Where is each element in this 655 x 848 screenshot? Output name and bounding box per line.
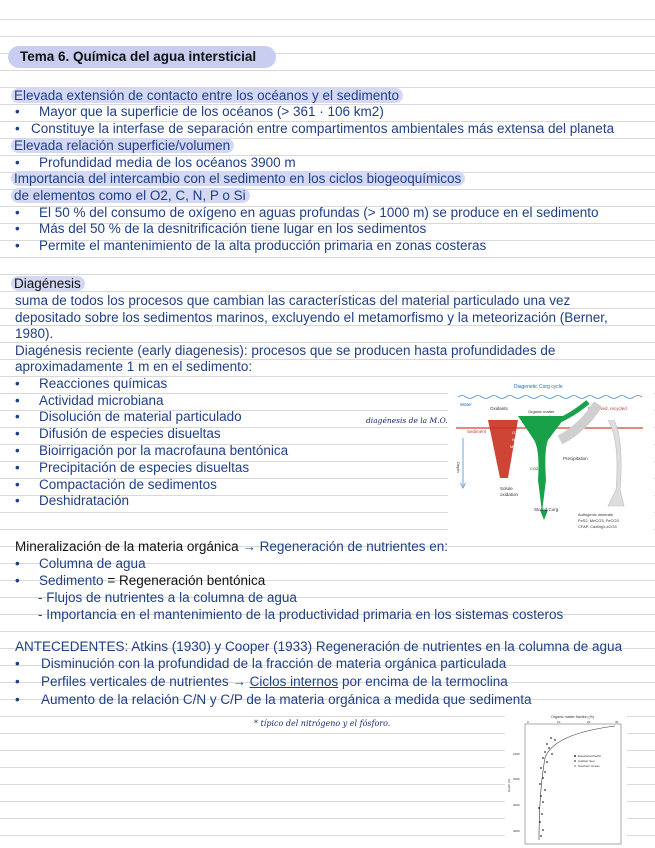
o2-label: O2: [512, 430, 518, 435]
list-item: • Actividad microbiana: [15, 393, 164, 408]
legend-marker: [574, 755, 576, 757]
list-item: • Aumento de la relación C/N y C/P de la materia orgánica a medida que sedimenta: [15, 692, 532, 707]
stored-label: Stored Corg: [534, 507, 559, 512]
precipitation-label: Precipitation: [563, 456, 588, 461]
water-label: Water: [460, 402, 472, 407]
x-tick: 10: [557, 720, 561, 724]
authigenic-label: Authigenic minerals: [578, 512, 613, 517]
y-tick: 4000: [513, 829, 520, 833]
authigenic-label-2: FeS2, MnCO3, FeCO3: [578, 518, 619, 523]
heading-diagenesis: Diagénesis: [15, 276, 85, 292]
definition-line: depositado sobre los sedimentos marinos, excluyendo el metamorfismo y la meteorización (Berner,: [15, 310, 608, 325]
legend-marker: [574, 765, 576, 767]
dissolved-label: Dissolved, recycled: [588, 406, 627, 411]
antecedentes-heading: ANTECEDENTES: Atkins (1930) y Cooper (1933) Regeneración de nutrientes en la columna de agua: [15, 639, 623, 654]
list-item: • Compactación de sedimentos: [15, 477, 217, 492]
heading-ratio: Elevada relación superficie/volumen: [15, 138, 234, 154]
x-tick: 30: [615, 720, 619, 724]
list-item: • Deshidratación: [15, 493, 130, 508]
figure-title: Organic matter fraction (%): [551, 715, 595, 719]
om-depth-figure: [505, 712, 627, 846]
list-item: • Precipitación de especies disueltas: [15, 460, 250, 475]
list-item: • Bioirrigación por la macrofauna bentónica: [15, 443, 289, 458]
list-item: • Sedimento = Regeneración bentónica: [15, 573, 266, 588]
early-diagenesis-line: aproximadamente 1 m en el sedimento:: [15, 359, 253, 374]
so4-label: SO4: [516, 458, 525, 463]
fe-label: Fe-Ox: [512, 451, 524, 456]
legend-entry: Arabian Sea: [578, 759, 595, 763]
y-tick: 3000: [513, 803, 520, 807]
solute-label: Solute: [500, 486, 513, 491]
list-item: • Disolución de material particulado: [15, 409, 242, 424]
bullet-item: • Permite el mantenimiento de la alta producción primaria en zonas costeras: [15, 238, 487, 253]
cycle-title: Diagenetic Corg cycle: [514, 384, 563, 390]
solute-label-2: oxidation: [500, 492, 519, 497]
mineralization-line: Mineralización de la materia orgánica → Regeneración de nutrientes en:: [15, 539, 449, 554]
heading-contact: Elevada extensión de contacto entre los océanos y el sedimento: [15, 88, 403, 104]
legend-entry: Equatorial Pacific: [578, 754, 602, 758]
bullet-item: • Profundidad media de los océanos 3900 m: [15, 155, 296, 170]
authigenic-label-3: CFAP, CaxMg1-xCO3: [578, 524, 617, 529]
bullet-item: • Constituye la interfase de separación entre compartimentos ambientales más extensa del planeta: [15, 121, 615, 136]
bullet-item: • El 50 % del consumo de oxígeno en aguas profundas (> 1000 m) se produce en el sedimento: [15, 205, 599, 220]
handwritten-note-nutrients: * típico del nitrógeno y el fósforo.: [254, 719, 391, 728]
no3-label: NO3: [512, 437, 521, 442]
heading-exchange-2: de elementos como el O2, C, N, P o Si: [15, 188, 250, 204]
bullet-item: • Más del 50 % de la desnitrificación tiene lugar en los sedimentos: [15, 221, 427, 236]
oxidants-label: Oxidants: [490, 406, 508, 411]
om-label: Organic matter: [528, 409, 555, 414]
sediment-label: Sediment: [467, 429, 487, 434]
y-tick: 2000: [513, 777, 520, 781]
list-item: • Columna de agua: [15, 556, 146, 571]
y-axis-label: Depth (m): [507, 778, 511, 792]
heading-exchange: Importancia del intercambio con el sedimento en los ciclos biogeoquímicos: [15, 171, 465, 187]
diagenetic-cycle-figure: [448, 380, 654, 530]
legend-entry: Southern Ocean: [578, 764, 600, 768]
list-item: • Reacciones químicas: [15, 376, 168, 391]
bullet-item: • Mayor que la superficie de los océanos (> 361 · 106 km2): [15, 104, 384, 119]
mn-label: MnO2: [510, 444, 521, 449]
figure-background: [505, 712, 627, 846]
list-item: • Disminución con la profundidad de la fracción de materia orgánica particulada: [15, 656, 507, 671]
depth-label: Depth: [456, 462, 461, 473]
early-diagenesis-line: Diagénesis reciente (early diagenesis): procesos que se producen hasta profundidades de: [15, 343, 556, 358]
sub-item: - Flujos de nutrientes a la columna de agua: [38, 590, 297, 605]
x-tick: 20: [587, 720, 591, 724]
x-tick: 0: [527, 720, 529, 724]
definition-line: suma de todos los procesos que cambian las características del material particulado una vez: [15, 293, 571, 308]
y-tick: 1000: [513, 752, 520, 756]
co2-label: CO2: [530, 466, 539, 471]
handwritten-note: diagénesis de la M.O.: [366, 416, 448, 425]
page-title: Tema 6. Química del agua intersticial: [8, 46, 276, 68]
definition-line: 1980).: [15, 326, 54, 341]
list-item: • Perfiles verticales de nutrientes → Ciclos internos por encima de la termoclina: [15, 674, 508, 689]
list-item: • Difusión de especies disueltas: [15, 426, 221, 441]
sub-item: - Importancia en el mantenimiento de la productividad primaria en los sistemas costeros: [38, 607, 564, 622]
legend-marker: [574, 760, 576, 762]
